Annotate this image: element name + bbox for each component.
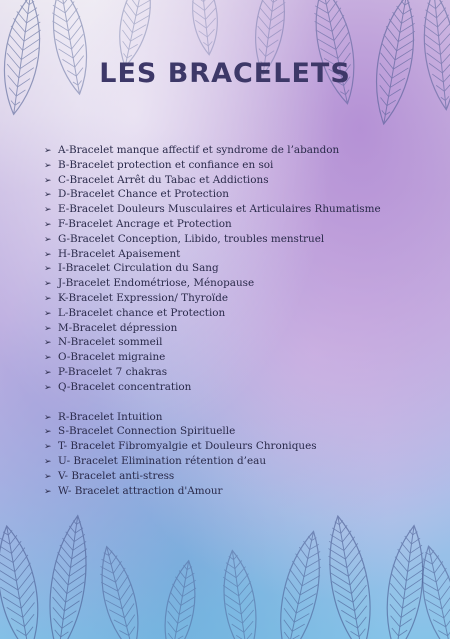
item-label: O-Bracelet migraine xyxy=(58,351,166,364)
list-item xyxy=(44,276,444,291)
list-item xyxy=(44,143,444,158)
item-label: N-Bracelet sommeil xyxy=(58,336,163,349)
arrow-bullet-icon: ➢ xyxy=(44,175,52,186)
arrow-bullet-icon: ➢ xyxy=(44,353,52,364)
item-label: P-Bracelet 7 chakras xyxy=(58,365,168,378)
arrow-bullet-icon: ➢ xyxy=(44,293,52,304)
leaf-icon xyxy=(158,558,202,639)
arrow-bullet-icon: ➢ xyxy=(44,367,52,378)
item-label: L-Bracelet chance et Protection xyxy=(58,306,226,319)
item-label: K-Bracelet Expression/ Thyroïde xyxy=(58,291,229,304)
arrow-bullet-icon: ➢ xyxy=(44,486,52,497)
item-label: E-Bracelet Douleurs Musculaires et Articulaires Rhumatisme xyxy=(58,203,381,216)
list-item xyxy=(44,217,444,232)
item-label: Q-Bracelet concentration xyxy=(58,380,192,393)
leaf-icon xyxy=(306,0,363,107)
list-item xyxy=(44,158,444,173)
arrow-bullet-icon: ➢ xyxy=(44,427,52,438)
item-label: V- Bracelet anti-stress xyxy=(58,469,175,482)
item-label: F-Bracelet Ancrage et Protection xyxy=(58,217,232,230)
item-label: U- Bracelet Elimination rétention d’eau xyxy=(58,454,267,467)
bracelet-list xyxy=(44,143,444,498)
item-label: J-Bracelet Endométriose, Ménopause xyxy=(58,277,255,290)
leaf-icon xyxy=(189,0,221,56)
arrow-bullet-icon: ➢ xyxy=(44,456,52,467)
item-label: C-Bracelet Arrêt du Tabac et Addictions xyxy=(58,173,269,186)
list-item xyxy=(44,321,444,336)
leaf-icon xyxy=(320,513,380,639)
list-item xyxy=(44,173,444,188)
list-item xyxy=(44,424,444,439)
page-title: LES BRACELETS xyxy=(99,58,351,89)
item-label: S-Bracelet Connection Spirituelle xyxy=(58,425,236,438)
list-item xyxy=(44,247,444,262)
arrow-bullet-icon: ➢ xyxy=(44,382,52,393)
arrow-bullet-icon: ➢ xyxy=(44,308,52,319)
list-item xyxy=(44,261,444,276)
list-item xyxy=(44,232,444,247)
list-item xyxy=(44,454,444,469)
leaf-icon xyxy=(0,523,47,639)
list-item xyxy=(44,410,444,425)
arrow-bullet-icon: ➢ xyxy=(44,442,52,453)
arrow-bullet-icon: ➢ xyxy=(44,190,52,201)
list-item xyxy=(44,187,444,202)
list-item xyxy=(44,291,444,306)
list-item xyxy=(44,439,444,454)
arrow-bullet-icon: ➢ xyxy=(44,146,52,156)
item-label: A-Bracelet manque affectif et syndrome de l’abandon xyxy=(58,144,340,156)
list-item xyxy=(44,469,444,484)
arrow-bullet-icon: ➢ xyxy=(44,160,52,171)
leaf-icon xyxy=(42,513,94,639)
item-label: W- Bracelet attraction d'Amour xyxy=(58,484,223,497)
leaf-icon xyxy=(217,548,262,639)
list-item xyxy=(44,365,444,380)
arrow-bullet-icon: ➢ xyxy=(44,205,52,216)
arrow-bullet-icon: ➢ xyxy=(44,279,52,290)
item-label: T- Bracelet Fibromyalgie et Douleurs Chroniques xyxy=(58,440,317,453)
list-item xyxy=(44,202,444,217)
item-label: R-Bracelet Intuition xyxy=(58,410,163,423)
item-label: D-Bracelet Chance et Protection xyxy=(58,188,229,201)
list-item xyxy=(44,350,444,365)
list-item xyxy=(44,335,444,350)
arrow-bullet-icon: ➢ xyxy=(44,264,52,275)
item-label: B-Bracelet protection et confiance en soi xyxy=(58,158,274,171)
list-item xyxy=(44,380,444,395)
list-item xyxy=(44,306,444,321)
arrow-bullet-icon: ➢ xyxy=(44,338,52,349)
item-label: G-Bracelet Conception, Libido, troubles menstruel xyxy=(58,232,325,245)
leaf-icon xyxy=(92,543,148,639)
item-label: I-Bracelet Circulation du Sang xyxy=(58,262,219,275)
arrow-bullet-icon: ➢ xyxy=(44,323,52,334)
arrow-bullet-icon: ➢ xyxy=(44,249,52,260)
arrow-bullet-icon: ➢ xyxy=(44,471,52,482)
item-label: M-Bracelet dépression xyxy=(58,321,178,334)
leaf-icon xyxy=(270,528,329,639)
item-label: H-Bracelet Apaisement xyxy=(58,247,181,260)
arrow-bullet-icon: ➢ xyxy=(44,412,52,423)
list-item xyxy=(44,484,444,499)
arrow-bullet-icon: ➢ xyxy=(44,219,52,230)
arrow-bullet-icon: ➢ xyxy=(44,234,52,245)
leaf-icon xyxy=(419,0,450,111)
